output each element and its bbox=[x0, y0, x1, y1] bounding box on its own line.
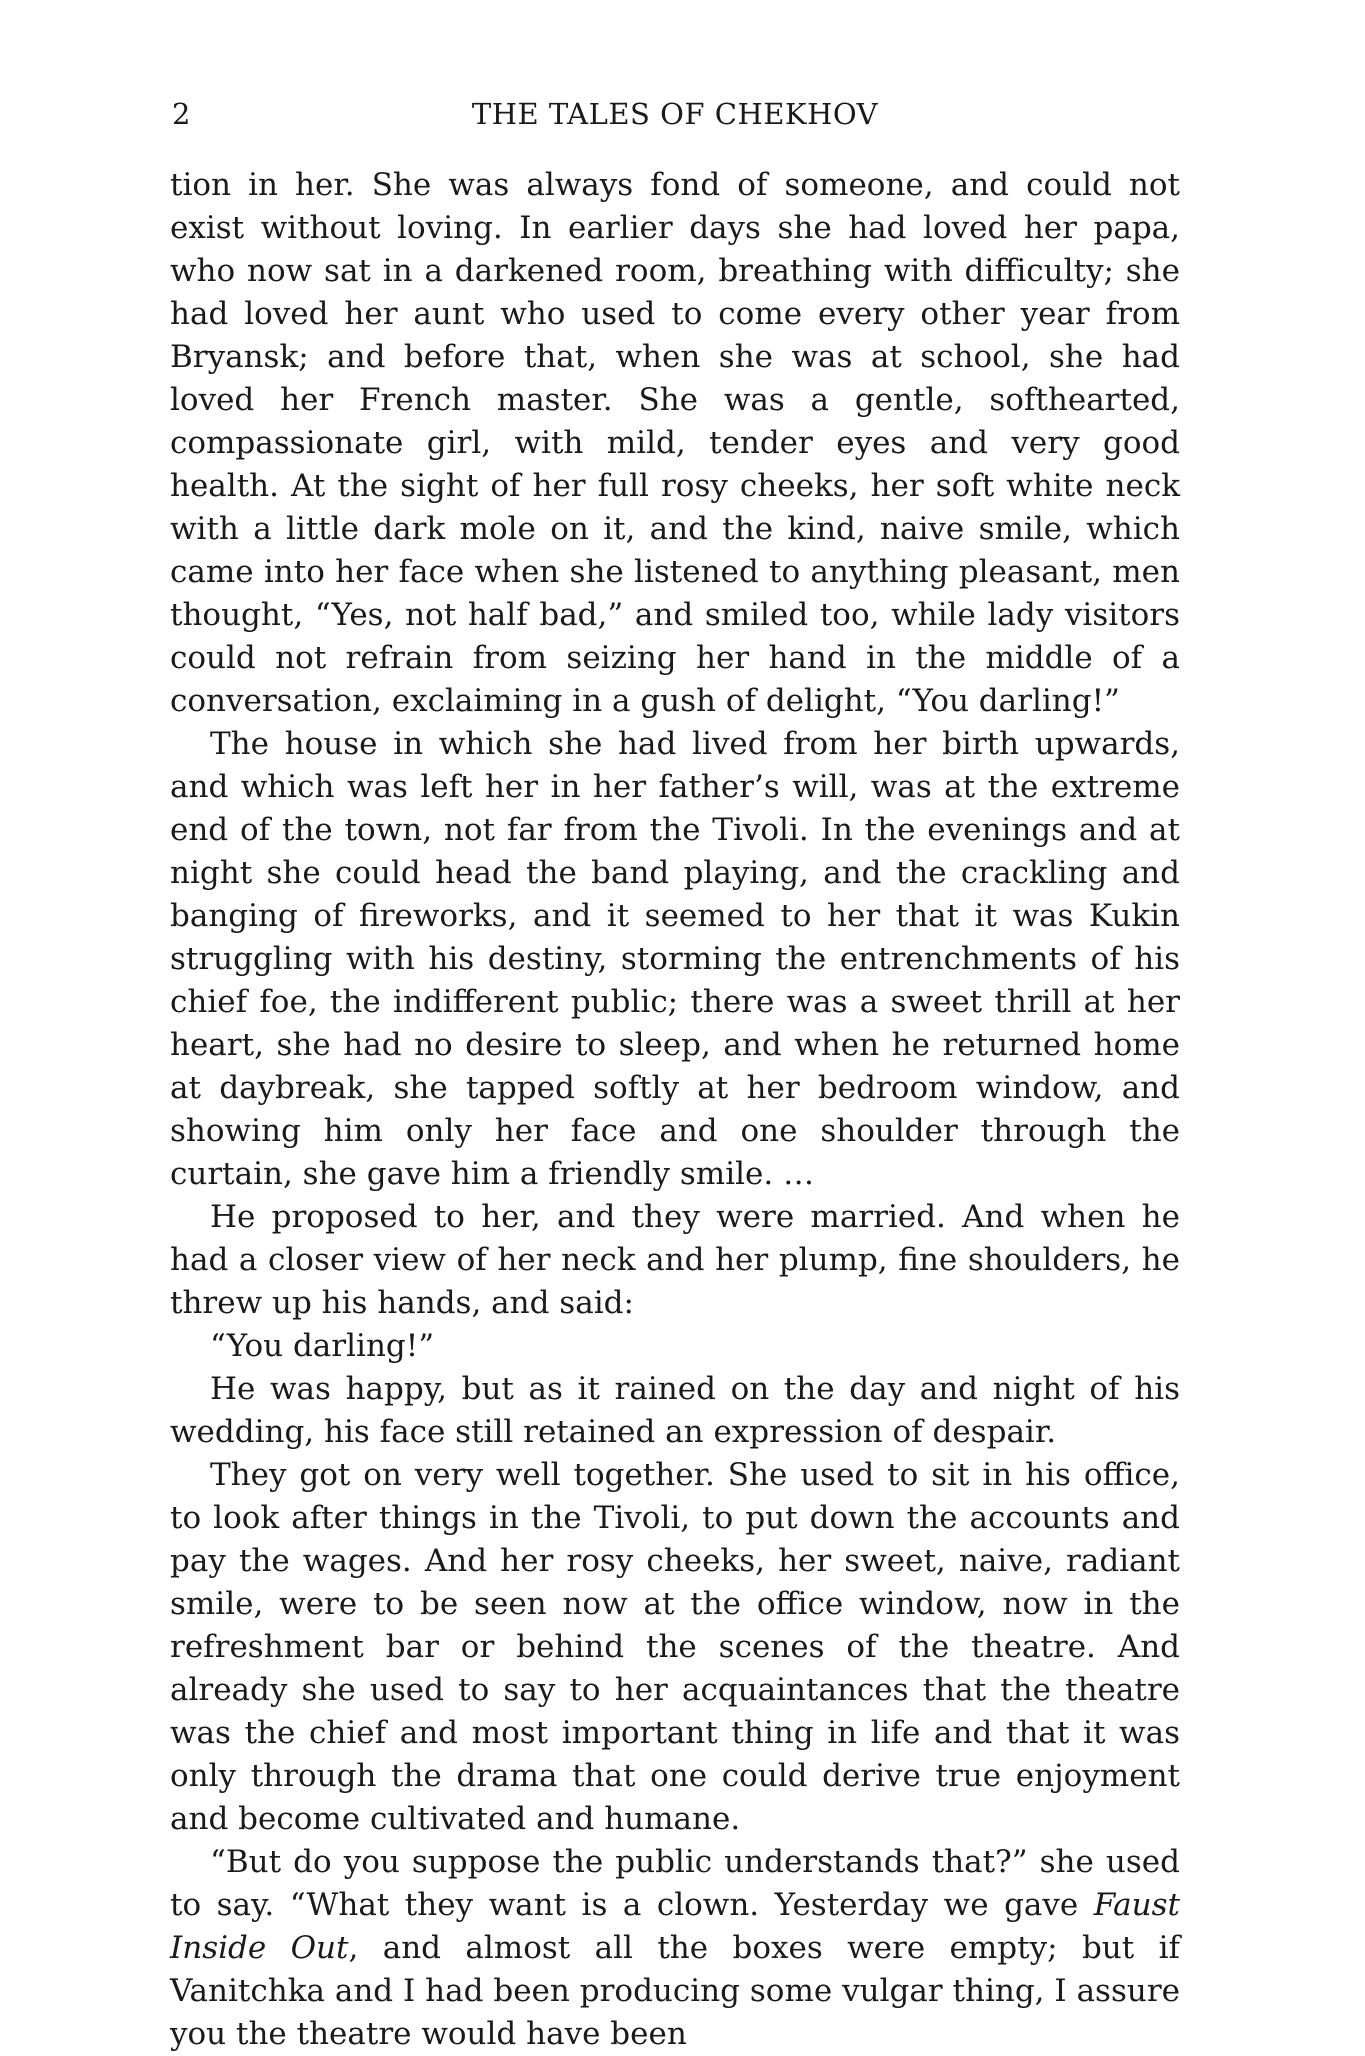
body-text bbox=[170, 164, 1180, 2056]
play-title-italic: Faust Inside Out bbox=[170, 1887, 1180, 1966]
paragraph-final bbox=[170, 1841, 1180, 2056]
paragraph: The house in which she had lived from her birth upwards, and which was left her in her father’s will, was at the extreme end of the town, not far from the Tivoli. In the evenings and at night she could head the band playing, and the crackling and banging of fireworks, and it seemed to her that it was Kukin struggling with his destiny, storming the entrenchments of his chief foe, the indifferent public; there was a sweet thrill at her heart, she had no desire to sleep, and when he returned home at daybreak, she tapped softly at her bedroom window, and showing him only her face and one shoulder through the curtain, she gave him a friendly smile. … bbox=[170, 726, 1180, 1192]
paragraph: “You darling!” bbox=[210, 1328, 435, 1364]
paragraph: They got on very well together. She used to sit in his office, to look after things in the Tivoli, to put down the accounts and pay the wages. And her rosy cheeks, her sweet, naive, radiant smile, were to be seen now at the office window, now in the refreshment bar or behind the scenes of the theatre. And already she used to say to her acquaintances that the theatre was the chief and most important thing in life and that it was only through the drama that one could derive true enjoyment and become cultivated and humane. bbox=[170, 1457, 1180, 1837]
paragraph: tion in her. She was always fond of someone, and could not exist without loving. In earlier days she had loved her papa, who now sat in a darkened room, breathing with difficulty; she had loved her aunt who used to come every other year from Bryansk; and before that, when she was at school, she had loved her French master. She was a gentle, softhearted, compassionate girl, with mild, tender eyes and very good health. At the sight of her full rosy cheeks, her soft white neck with a little dark mole on it, and the kind, naive smile, which came into her face when she listened to anything pleasant, men thought, “Yes, not half bad,” and smiled too, while lady visitors could not refrain from seizing her hand in the middle of a conversation, exclaiming in a gush of delight, “You darling!” bbox=[170, 167, 1180, 719]
running-head bbox=[170, 92, 1180, 136]
paragraph: He was happy, but as it rained on the day and night of his wedding, his face still retained an expression of despair. bbox=[170, 1371, 1180, 1450]
page-number: 2 bbox=[172, 97, 191, 131]
text-run: “But do you suppose the public understands that?” she used to say. “What they want is a clown. Yesterday we gave bbox=[170, 1844, 1180, 1923]
paragraph: He proposed to her, and they were married. And when he had a closer view of her neck and her plump, fine shoulders, he threw up his hands, and said: bbox=[170, 1199, 1180, 1321]
book-page bbox=[170, 0, 1180, 2052]
text-run: , and almost all the boxes were empty; but if Vanitchka and I had been producing some vulgar thing, I assure you the theatre would have been bbox=[170, 1930, 1180, 2052]
book-title: THE TALES OF CHEKHOV bbox=[471, 97, 879, 131]
